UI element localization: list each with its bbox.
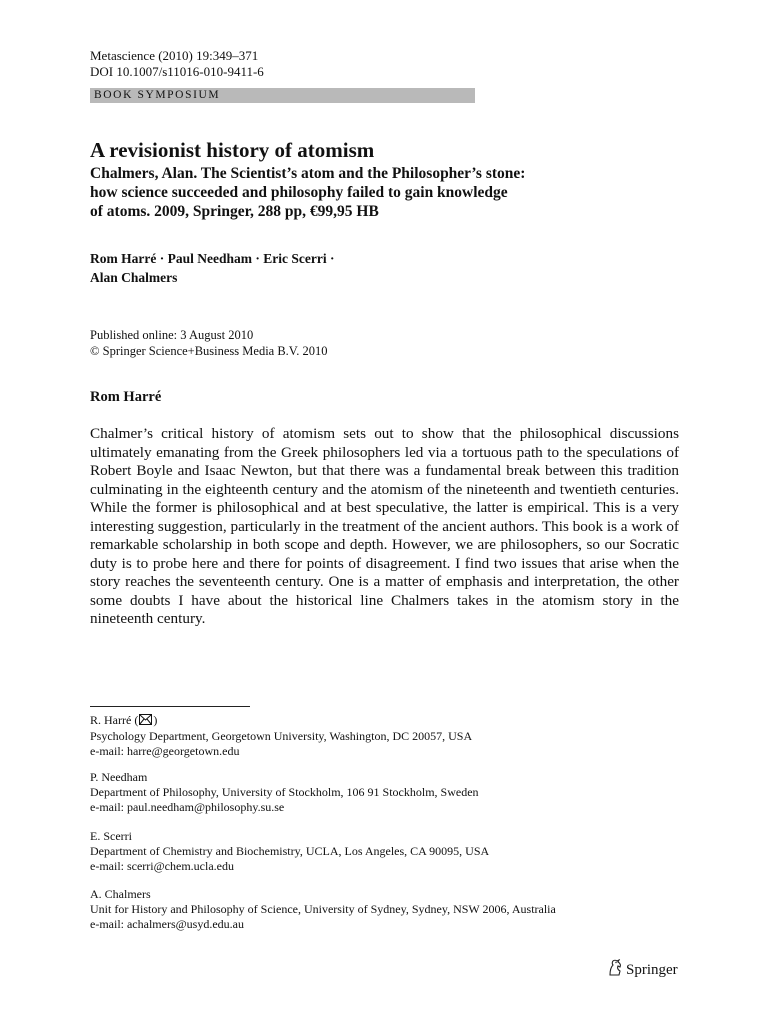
envelope-icon[interactable]: [139, 714, 152, 729]
journal-citation: Metascience (2010) 19:349–371: [90, 48, 259, 63]
section-label-bar: BOOK SYMPOSIUM: [90, 88, 475, 103]
affiliation-department: Department of Philosophy, University of Stockholm, 106 91 Stockholm, Sweden: [90, 785, 479, 799]
affiliation-chalmers: [90, 887, 556, 932]
affiliation-name: R. Harré (: [90, 713, 139, 727]
affiliation-needham: [90, 770, 479, 815]
affiliation-email[interactable]: e-mail: achalmers@usyd.edu.au: [90, 917, 244, 931]
affiliation-department: Unit for History and Philosophy of Science, University of Sydney, Sydney, NSW 2006, Australia: [90, 902, 556, 916]
article-title: A revisionist history of atomism: [90, 138, 375, 162]
publisher-logo: [607, 959, 678, 981]
affiliation-scerri: [90, 829, 489, 874]
publication-info: [90, 327, 327, 359]
journal-header: [90, 48, 264, 80]
book-reference-line: of atoms. 2009, Springer, 288 pp, €99,95 HB: [90, 203, 379, 220]
published-online: Published online: 3 August 2010: [90, 328, 254, 342]
affiliation-department: Department of Chemistry and Biochemistry, UCLA, Los Angeles, CA 90095, USA: [90, 844, 490, 858]
doi: DOI 10.1007/s11016-010-9411-6: [90, 64, 264, 79]
springer-horse-icon: [607, 959, 623, 981]
affiliation-department: Psychology Department, Georgetown University, Washington, DC 20057, USA: [90, 729, 473, 743]
book-reference-line: Chalmers, Alan. The Scientist’s atom and the Philosopher’s stone:: [90, 165, 526, 182]
copyright: © Springer Science+Business Media B.V. 2010: [90, 344, 328, 358]
affiliation-name: A. Chalmers: [90, 887, 151, 901]
affiliation-email[interactable]: e-mail: paul.needham@philosophy.su.se: [90, 800, 285, 814]
affiliation-email[interactable]: e-mail: harre@georgetown.edu: [90, 744, 240, 758]
book-reference: [90, 164, 670, 221]
author-line: Alan Chalmers: [90, 270, 178, 285]
footnote-divider: [90, 706, 250, 707]
affiliation-email[interactable]: e-mail: scerri@chem.ucla.edu: [90, 859, 234, 873]
author-line: Rom Harré · Paul Needham · Eric Scerri ·: [90, 251, 335, 266]
affiliation-harre: [90, 713, 472, 759]
affiliation-name-suffix: ): [153, 713, 158, 727]
section-heading: Rom Harré: [90, 389, 162, 405]
body-paragraph: Chalmer’s critical history of atomism sets out to show that the philosophical discussions ultimately emanating from the Greek philosophers led via a tortuous path to the speculations of Robert Boyle and Isaac Newton, but that there was a fundamental break between this tradition culminating in the eighteenth century and the atomism of the nineteenth and twentieth centuries. While the former is philosophical and at best speculative, the latter is empirical. This is a very interesting suggestion, particularly in the treatment of the ancient authors. This book is a work of remarkable scholarship in both scope and depth. However, we are philosophers, so our Socratic duty is to probe here and there for points of disagreement. I find two issues that arise when the story reaches the seventeenth century. One is a matter of emphasis and interpretation, the other some doubts I have about the historical line Chalmers takes in the atomism story in the nineteenth century.: [90, 425, 679, 627]
affiliation-name: E. Scerri: [90, 829, 132, 843]
publisher-name: Springer: [626, 961, 678, 978]
author-list: [90, 249, 510, 287]
affiliation-name: P. Needham: [90, 770, 148, 784]
book-reference-line: how science succeeded and philosophy failed to gain knowledge: [90, 184, 508, 201]
